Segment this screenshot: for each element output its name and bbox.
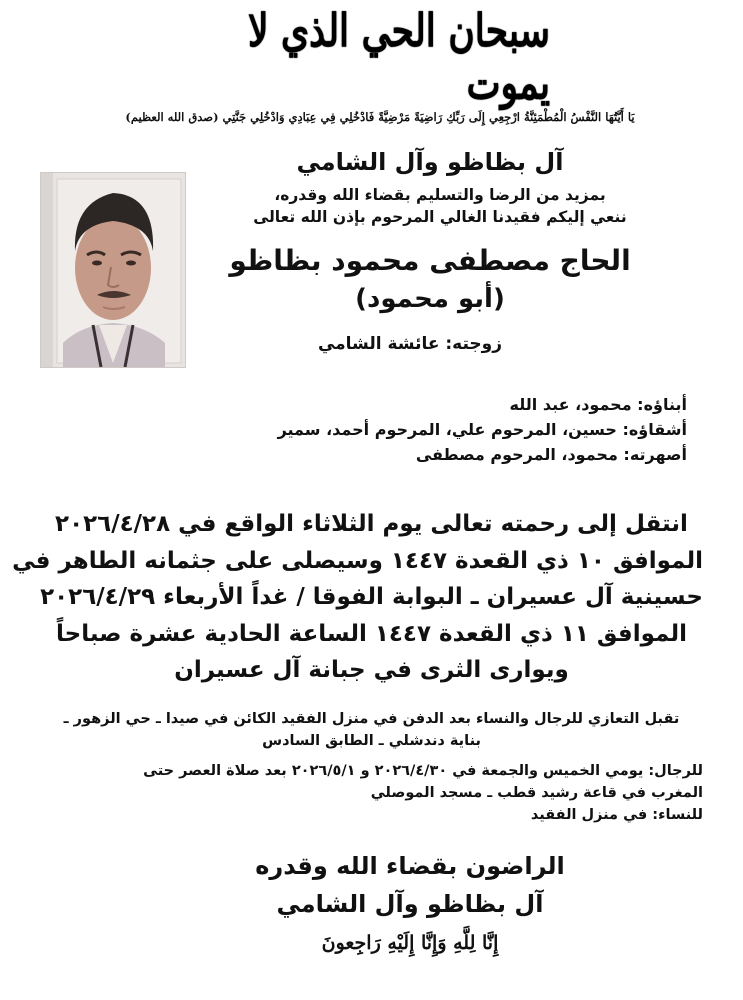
calligraphy-header xyxy=(190,4,550,110)
deceased-name: الحاج مصطفى محمود بظاظو xyxy=(229,244,631,277)
families-heading: آل بظاظو وآل الشامي xyxy=(296,148,564,176)
relatives-sons: أبناؤه: محمود، عبد الله xyxy=(509,395,687,414)
announcement-line-2: الموافق ١٠ ذي القعدة ١٤٤٧ وسيصلى على جثمانه الطاهر في xyxy=(12,547,703,574)
condolences-info xyxy=(40,708,703,752)
closing-families: آل بظاظو وآل الشامي xyxy=(276,890,544,918)
condolences-line-1: تقبل التعازي للرجال والنساء بعد الدفن في منزل الفقيد الكائن في صيدا ـ حي الزهور ـ xyxy=(63,711,680,727)
intro-line-1: بمزيد من الرضا والتسليم بقضاء الله وقدره، xyxy=(274,186,606,204)
deceased-wife: زوجته: عائشة الشامي xyxy=(317,334,503,354)
announcement-line-3: حسينية آل عسيران ـ البوابة الفوقا / غداً الأربعاء ٢٠٢٦/٤/٢٩ xyxy=(40,584,703,610)
condolences-schedule xyxy=(23,760,703,826)
portrait-image xyxy=(41,173,185,367)
announcement-line-4: الموافق ١١ ذي القعدة ١٤٤٧ الساعة الحادية عشرة صباحاً xyxy=(56,620,687,647)
men-schedule-line-2: المغرب في قاعة رشيد قطب ـ مسجد الموصلي xyxy=(370,785,703,801)
funeral-announcement xyxy=(12,506,703,689)
relatives-brothers: أشقاؤه: حسين، المرحوم علي، المرحوم أحمد، سمير xyxy=(277,420,687,439)
men-schedule-line-1: للرجال: يومي الخميس والجمعة في ٢٠٢٦/٤/٣٠ و ٢٠٢٦/٥/١ بعد صلاة العصر حتى xyxy=(143,763,703,779)
women-schedule: للنساء: في منزل الفقيد xyxy=(530,807,703,823)
calligraphy-text: سبحان الحي الذي لا يموت xyxy=(247,4,550,110)
deceased-photo xyxy=(40,172,186,368)
intro-text xyxy=(230,184,650,228)
closing-verse: إِنَّا لِلَّهِ وَإِنَّا إِلَيْهِ رَاجِعونَ xyxy=(321,932,499,954)
quran-verse: يَا أَيَّتُهَا النَّفْسُ الْمُطْمَئِنَّةُ ارْجِعِي إِلَى رَبِّكِ رَاضِيَةً مَرْضِيَّةً فَادْخُلِي فِي عِبَادِي وَادْخُلِي جَنَّتِي (صدق الله العظيم) xyxy=(125,110,635,124)
deceased-kunya: (أبو محمود) xyxy=(355,284,505,314)
condolences-line-2: بناية دندشلي ـ الطابق السادس xyxy=(262,733,481,749)
announcement-line-1: انتقل إلى رحمته تعالى يوم الثلاثاء الواقع في ٢٠٢٦/٤/٢٨ xyxy=(55,511,688,537)
announcement-line-5: ويوارى الثرى في جبانة آل عسيران xyxy=(174,657,569,683)
relatives-list xyxy=(227,392,687,467)
intro-line-2: ننعي إليكم فقيدنا الغالي المرحوم بإذن الله تعالى xyxy=(253,208,627,226)
closing-line-1: الراضون بقضاء الله وقدره xyxy=(255,852,565,880)
relatives-in-laws: أصهرته: محمود، المرحوم مصطفى xyxy=(415,445,687,464)
